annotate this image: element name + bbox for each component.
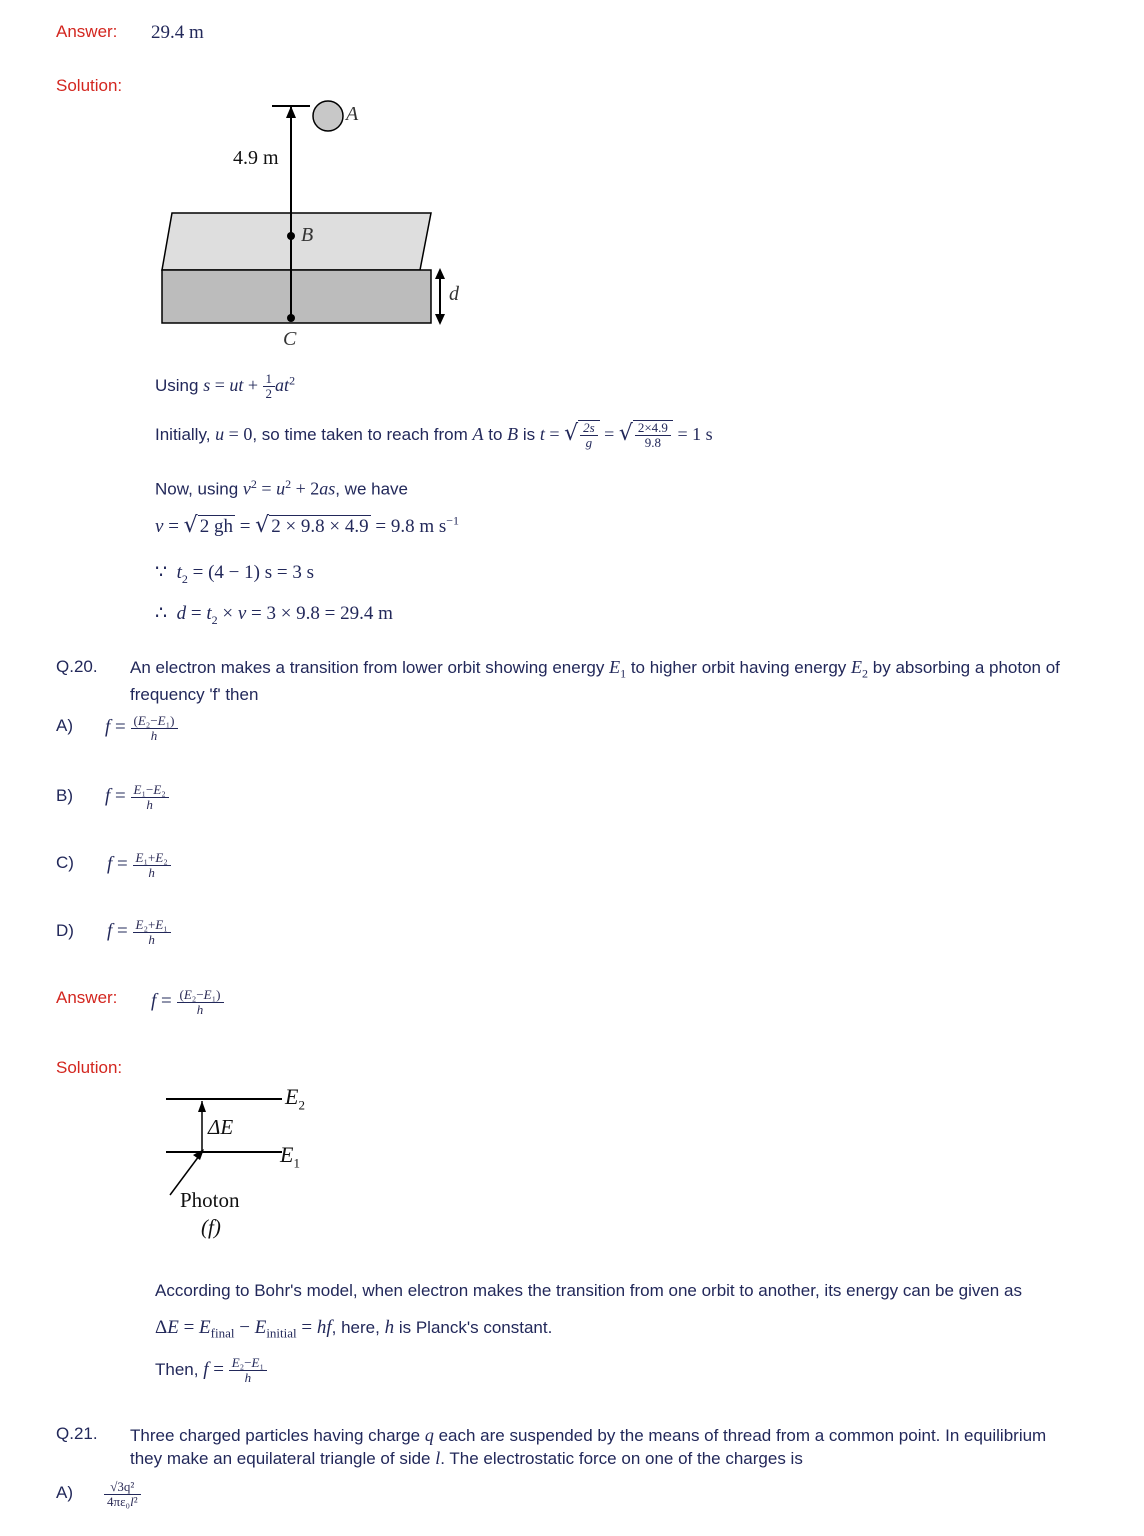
q20-number: Q.20. [56, 657, 98, 676]
falling-ball-diagram [150, 92, 480, 354]
q20-answer-formula: f = $\frac{\text{(E₂−E₁)}}{h}$ [151, 988, 224, 1017]
q21-option-a-formula: $\frac{\text{√3q²}}{\text{4πε₀l²}}$ [104, 1480, 141, 1509]
sol-line-4: v = √ 2 gh = √ 2 × 9.8 × 4.9 = 9.8 m $s^{-1}$ [155, 513, 460, 538]
option-d-label[interactable]: D) [56, 921, 74, 940]
q21-number: Q.21. [56, 1424, 98, 1443]
solution-label: Solution: [56, 76, 123, 95]
option-b-formula: f = $\frac{\text{E₁−E₂}}{h}$ [105, 783, 169, 812]
q20-sol-line-1: According to Bohr's model, when electron makes the transition from one orbit to another, its energy can be given as [155, 1281, 1022, 1300]
sol-line-2: Initially, u = 0, so time taken to reach from A to B is t = √ $\frac{2s}{g}$ = √ $\frac{2\times 4.9}{9.8}$ = 1 s [155, 420, 713, 450]
sol-line-1: Using s = ut + $\frac{1}{2}$ $at^2$ [155, 371, 296, 401]
option-a-formula: f = $\frac{\text{(E₂−E₁)}}{h}$ [105, 714, 178, 743]
e2-label: $E_2$ [285, 1084, 305, 1113]
sol-line-5: ∵ $t_2 = (4 - 1) s = 3$ s [155, 562, 314, 586]
photon-label: Photon [180, 1188, 240, 1212]
e1-label: $E_1$ [280, 1142, 300, 1171]
q20-sol-line-3: Then, f = $\frac{\text{E₂−E₁}}{h}$ [155, 1356, 267, 1385]
q21-option-a-label[interactable]: A) [56, 1483, 73, 1502]
q20-sol-line-2: $\Delta E = E_{final} - E_{initial}$ = hf, here, h is Planck's constant. [155, 1317, 553, 1341]
label-a: A [346, 103, 359, 125]
sol-line-6: ∴ $d = t_2 \times v = 3 \times 9.8 = 29.4$ m [155, 603, 393, 627]
label-d: d [449, 283, 459, 305]
answer-value: 29.4 m [151, 22, 204, 43]
q20-text: An electron makes a transition from lower orbit showing energy $E_1$ to higher orbit having energy $E_2$ by absorbing a photon of frequency 'f' then [130, 657, 1060, 705]
sol-line-3: Now, using $v^2 = u^2 + 2as$, we have [155, 477, 408, 499]
ball-a [313, 101, 343, 131]
label-b: B [301, 224, 314, 246]
height-label: 4.9 m [233, 147, 279, 169]
answer-label: Answer: [56, 22, 118, 41]
option-d-formula: f = $\frac{\text{E₂+E₁}}{h}$ [107, 918, 171, 947]
option-c-label[interactable]: C) [56, 853, 74, 872]
photon-f-label: (f) [201, 1215, 221, 1239]
option-a-label[interactable]: A) [56, 716, 73, 735]
q20-solution-label: Solution: [56, 1058, 123, 1077]
block-top [162, 213, 431, 270]
delta-e-label: ΔE [208, 1115, 234, 1139]
q20-answer-label: Answer: [56, 988, 118, 1007]
option-c-formula: f = $\frac{\text{E₁+E₂}}{h}$ [107, 851, 171, 880]
q21-text: Three charged particles having charge q each are suspended by the means of thread from a common point. In equilibrium they make an equilateral triangle of side l. The electrostatic force on one of the charges is [130, 1425, 1047, 1468]
option-b-label[interactable]: B) [56, 786, 73, 805]
label-c: C [283, 328, 297, 350]
block-front [162, 270, 431, 323]
